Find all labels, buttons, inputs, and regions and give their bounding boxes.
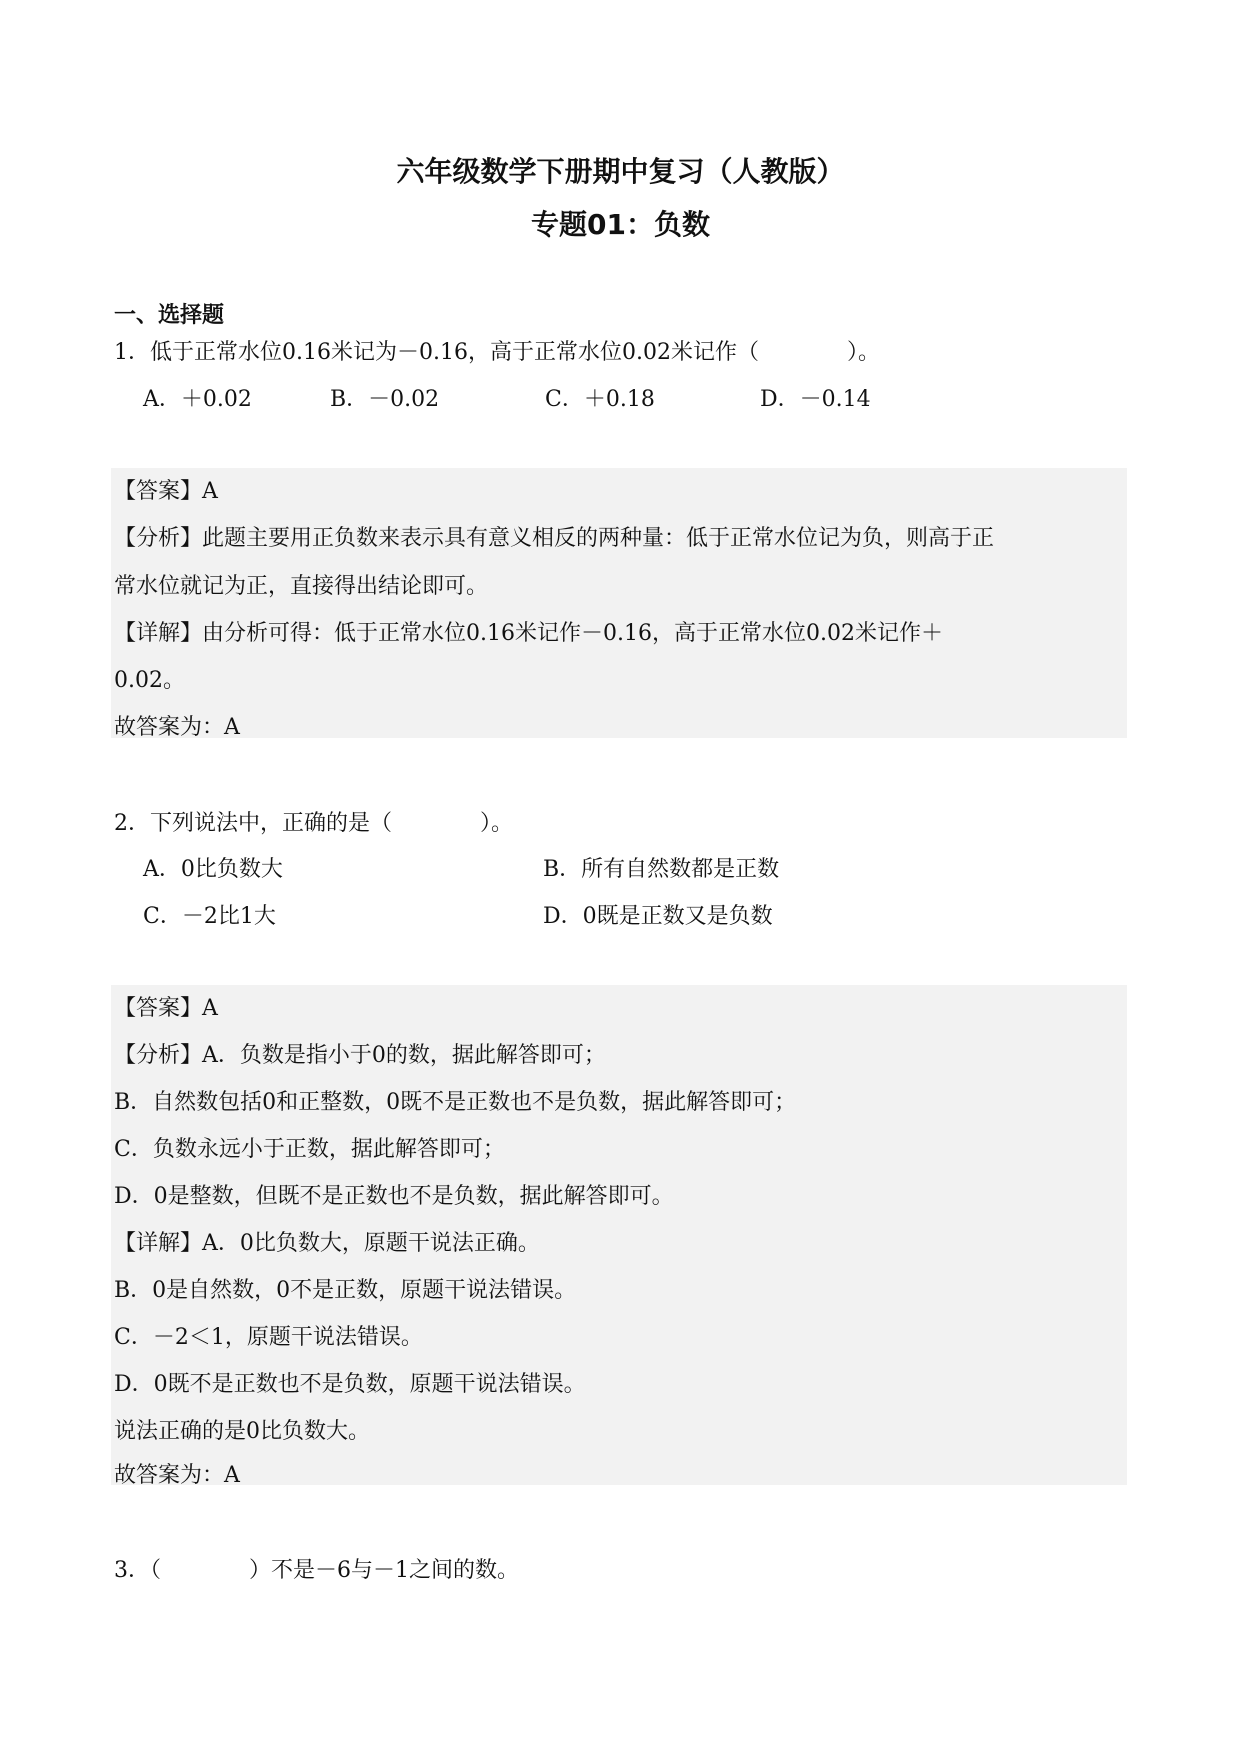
question-1-stem: 1．低于正常水位0.16米记为－0.16，高于正常水位0.02米记作（ ）。 (114, 340, 880, 365)
q2-analysis-line: 【分析】A．负数是指小于0的数，据此解答即可； (114, 1043, 606, 1068)
q1-option-b: B．－0.02 (330, 387, 440, 412)
q2-answer-box (111, 985, 1127, 1488)
section-heading: 一、选择题 (114, 303, 225, 328)
q2-analysis-line: C．负数永远小于正数，据此解答即可； (114, 1137, 505, 1162)
q2-final-answer: 故答案为：A (114, 1463, 240, 1488)
q1-detail-line: 0.02。 (114, 668, 185, 693)
q2-detail-line: C．－2＜1，原题干说法错误。 (114, 1325, 423, 1350)
q2-conclusion-line: 说法正确的是0比负数大。 (114, 1419, 370, 1444)
q2-detail-line: B．0是自然数，0不是正数，原题干说法错误。 (114, 1278, 577, 1303)
q2-analysis-line: B．自然数包括0和正整数，0既不是正数也不是负数，据此解答即可； (114, 1090, 797, 1115)
q1-option-d: D．－0.14 (760, 387, 871, 412)
q1-final-answer: 故答案为：A (114, 715, 240, 740)
q2-option-a: A．0比负数大 (143, 857, 283, 882)
document-title: 六年级数学下册期中复习（人教版） (396, 155, 845, 188)
q2-detail-line: 【详解】A．0比负数大，原题干说法正确。 (114, 1231, 540, 1256)
q2-option-d: D．0既是正数又是负数 (543, 904, 773, 929)
q2-answer-line: 【答案】A (114, 996, 218, 1021)
q1-analysis-line: 【分析】此题主要用正负数来表示具有意义相反的两种量：低于正常水位记为负，则高于正 (114, 526, 995, 551)
question-3-stem: 3．（ ）不是－6与－1之间的数。 (114, 1558, 519, 1583)
q2-option-b: B．所有自然数都是正数 (543, 857, 780, 882)
q1-answer-box (111, 468, 1127, 738)
question-2-stem: 2．下列说法中，正确的是（ ）。 (114, 811, 513, 836)
q1-option-c: C．＋0.18 (545, 387, 655, 412)
q1-answer-line: 【答案】A (114, 479, 218, 504)
q2-detail-line: D．0既不是正数也不是负数，原题干说法错误。 (114, 1372, 586, 1397)
q2-analysis-line: D．0是整数，但既不是正数也不是负数，据此解答即可。 (114, 1184, 674, 1209)
q1-analysis-line: 常水位就记为正，直接得出结论即可。 (114, 574, 489, 599)
q2-option-c: C．－2比1大 (143, 904, 276, 929)
document-subtitle: 专题01：负数 (531, 208, 710, 241)
q1-option-a: A．＋0.02 (143, 387, 252, 412)
q1-detail-line: 【详解】由分析可得：低于正常水位0.16米记作－0.16，高于正常水位0.02米记作＋ (114, 621, 943, 646)
